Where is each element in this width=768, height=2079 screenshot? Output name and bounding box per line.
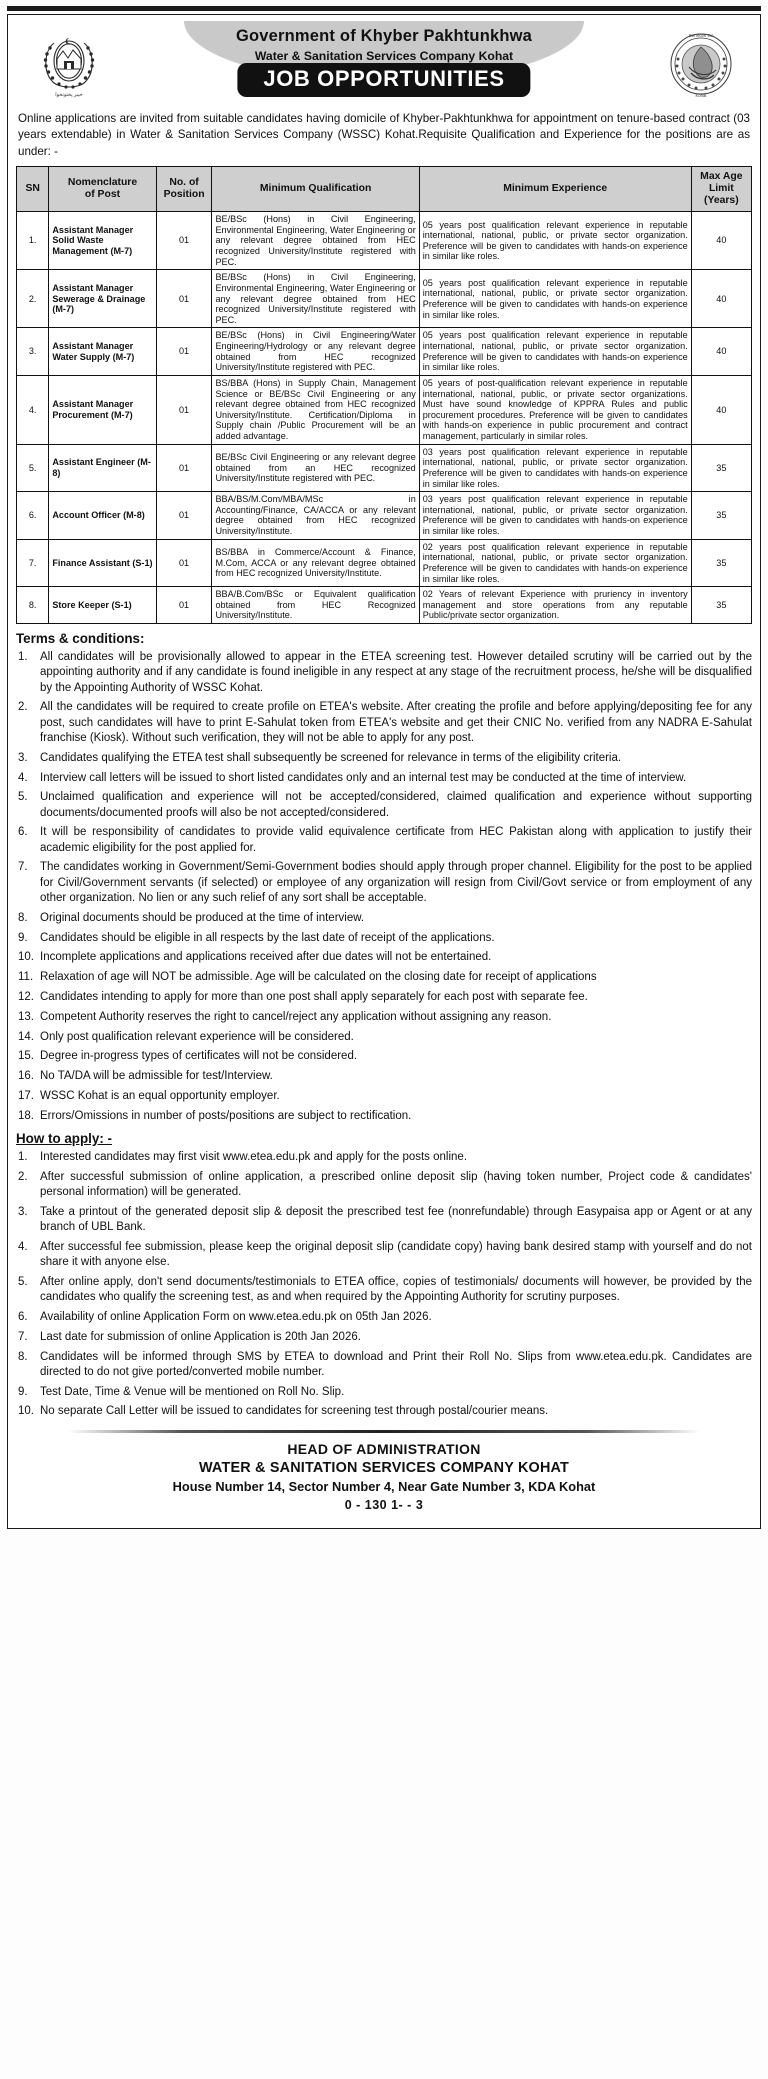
job-opportunities-banner: JOB OPPORTUNITIES	[237, 63, 530, 97]
cell-post-title: Assistant Engineer (M-8)	[49, 444, 156, 492]
cell-sn: 1.	[17, 212, 49, 270]
list-item: It will be responsibility of candidates to provide valid equivalence certificate from HEC Pakistan along with application to justify their academic eligibility for the post applied for.	[40, 826, 752, 854]
list-item: Unclaimed qualification and experience will not be accepted/considered, claimed qualification and experience without supporting documents/documented proofs will also be not accepted/considered.	[40, 791, 752, 819]
footer-block	[16, 1441, 752, 1518]
list-item: Take a printout of the generated deposit slip & deposit the prescribed test fee (nonrefundable) through Easypaisa app or Agent or at any branch of UBL Bank.	[40, 1205, 752, 1234]
cell-positions: 01	[156, 328, 212, 376]
cell-post-title: Assistant Manager Sewerage & Drainage (M-7)	[49, 270, 156, 328]
list-item: Candidates should be eligible in all respects by the last date of receipt of the applications.	[40, 931, 495, 944]
footer-company-name: WATER & SANITATION SERVICES COMPANY KOHAT	[198, 1459, 570, 1476]
list-item: Interested candidates may first visit www.etea.edu.pk and apply for the posts online.	[40, 1150, 468, 1163]
list-item: Competent Authority reserves the right to cancel/reject any application without assigning any reason.	[40, 1010, 552, 1023]
list-item: Test Date, Time & Venue will be mentioned on Roll No. Slip.	[40, 1385, 345, 1398]
footer-head-of-administration: HEAD OF ADMINISTRATION	[287, 1440, 481, 1457]
cell-experience: 03 years post qualification relevant experience in reputable international, national, public, or private sector organization. Preference will be given to candidates with hands-on experience in similar like roles.	[419, 444, 691, 492]
cell-experience: 05 years of post-qualification relevant experience in reputable international, national, public, or private sector organizations. Must have sound knowledge of KPPRA Rules and public procurement procedures. Preference will be given to candidates with hands-on experience in public procurement and contract management, particularly in similar roles.	[419, 375, 691, 444]
cell-sn: 7.	[17, 539, 49, 587]
column-header-qualification: Minimum Qualification	[212, 167, 419, 212]
cell-positions: 01	[156, 375, 212, 444]
cell-qualification: BE/BSc (Hons) in Civil Engineering/Water Engineering/Hydrology or any relevant degree obtained from HEC recognized University/Institute registered with PEC.	[212, 328, 419, 376]
cell-sn: 4.	[17, 375, 49, 444]
list-item: Only post qualification relevant experience will be considered.	[40, 1030, 354, 1043]
column-header-nomenclature: Nomenclature of Post	[49, 167, 156, 212]
footer-reference-number: 0 - 130 1- - 3	[344, 1497, 424, 1512]
column-header-sn: SN	[17, 167, 49, 212]
cell-positions: 01	[156, 492, 212, 540]
list-item: Errors/Omissions in number of posts/positions are subject to rectification.	[40, 1109, 412, 1122]
government-title: Government of Khyber Pakhtunkhwa	[235, 27, 533, 45]
cell-positions: 01	[156, 587, 212, 624]
list-item: No TA/DA will be admissible for test/Interview.	[40, 1070, 273, 1083]
column-header-positions: No. of Position	[156, 167, 212, 212]
cell-positions: 01	[156, 212, 212, 270]
cell-experience: 03 years post qualification relevant experience in reputable international, national, public, or private sector organization. Preference will be given to candidates with hands-on experience in similar like roles.	[419, 492, 691, 540]
cell-experience: 05 years post qualification relevant experience in reputable international, national, public, or private sector organization. Preference will be given to candidates with hands-on experience in similar like roles.	[419, 328, 691, 376]
khyber-pakhtunkhwa-government-crest-icon	[34, 29, 102, 97]
cell-qualification: BE/BSc (Hons) in Civil Engineering, Environmental Engineering, Water Engineering or any relevant degree obtained from HEC recognized University/Institute registered with PEC.	[212, 270, 419, 328]
cell-experience: 02 Years of relevant Experience with pruriency in inventory management and store operations from any reputable Public/private sector organization.	[419, 587, 691, 624]
table-header-row	[17, 167, 752, 212]
list-item: Relaxation of age will NOT be admissible. Age will be calculated on the closing date for receipt of applications	[40, 971, 597, 984]
how-to-apply-list	[16, 1150, 752, 1420]
terms-list	[16, 650, 752, 1124]
list-item: Interview call letters will be issued to short listed candidates only and an internal test may be conducted at the time of interview.	[40, 771, 687, 784]
cell-sn: 5.	[17, 444, 49, 492]
list-item: WSSC Kohat is an equal opportunity employer.	[40, 1089, 280, 1102]
list-item: No separate Call Letter will be issued to candidates for screening test through postal/courier means.	[40, 1405, 549, 1418]
cell-positions: 01	[156, 539, 212, 587]
list-item: Candidates intending to apply for more than one post shall apply separately for each post with separate fee.	[40, 990, 588, 1003]
list-item: After successful fee submission, please keep the original deposit slip (candidate copy) having bank desired stamp with yourself and do not share it with anyone else.	[40, 1240, 752, 1269]
list-item: Original documents should be produced at the time of interview.	[40, 911, 365, 924]
cell-max-age: 35	[691, 539, 751, 587]
cell-max-age: 35	[691, 444, 751, 492]
cell-qualification: BBA/BS/M.Com/MBA/MSc in Accounting/Finance, CA/ACCA or any relevant degree obtained from HEC recognized University/Institute.	[212, 492, 419, 540]
cell-sn: 8.	[17, 587, 49, 624]
cell-max-age: 40	[691, 270, 751, 328]
cell-max-age: 40	[691, 375, 751, 444]
cell-positions: 01	[156, 444, 212, 492]
column-header-max-age: Max Age Limit (Years)	[691, 167, 751, 212]
cell-max-age: 35	[691, 492, 751, 540]
svg-text:خیبر پختونخوا: خیبر پختونخوا	[55, 93, 83, 98]
cell-max-age: 40	[691, 328, 751, 376]
table-row	[17, 375, 752, 444]
company-subtitle: Water & Sanitation Services Company Kohat	[254, 48, 514, 63]
table-row	[17, 539, 752, 587]
positions-table	[16, 166, 752, 624]
table-row	[17, 212, 752, 270]
list-item: All candidates will be provisionally allowed to appear in the ETEA screening test. However detailed scrutiny will be carried out by the appointing authority and if any candidate is found ineligible in any respect at any stage of the recruitment process, he/she will be disqualified by the Appointing Authority of WSSC Kohat.	[40, 651, 752, 694]
svg-text:Services Co: Services Co	[688, 33, 714, 38]
cell-experience: 02 years post qualification relevant experience in reputable international, national, public, or private sector organization. Preference will be given to candidates with hands-on experience in similar like roles.	[419, 539, 691, 587]
svg-text:Kohat: Kohat	[695, 93, 707, 98]
table-row	[17, 444, 752, 492]
cell-max-age: 40	[691, 212, 751, 270]
cell-post-title: Store Keeper (S-1)	[49, 587, 156, 624]
list-item: Last date for submission of online Application is 20th Jan 2026.	[40, 1330, 361, 1343]
cell-max-age: 35	[691, 587, 751, 624]
footer-divider	[68, 1430, 700, 1433]
positions-table-body	[17, 212, 752, 624]
cell-post-title: Assistant Manager Water Supply (M-7)	[49, 328, 156, 376]
cell-experience: 05 years post qualification relevant experience in reputable international, national, public, or private sector organization. Preference will be given to candidates with hands-on experience in similar like roles.	[419, 270, 691, 328]
page-border	[7, 14, 761, 1529]
column-header-experience: Minimum Experience	[419, 167, 691, 212]
list-item: Incomplete applications and applications received after due dates will not be entertained.	[40, 951, 492, 964]
list-item: All the candidates will be required to create profile on ETEA's website. After creating the profile and before applying/depositing fee for any post, such candidates will have to print E-Sahulat token from ETEA's website and get their CNIC No. verified from any NADRA E-Sahulat franchise (Kiosk). Without such verification, they will not be able to apply for any post.	[40, 701, 752, 744]
list-item: Degree in-progress types of certificates will not be considered.	[40, 1050, 358, 1063]
cell-experience: 05 years post qualification relevant experience in reputable international, national, public, or private sector organization. Preference will be given to candidates with hands-on experience in similar like roles.	[419, 212, 691, 270]
list-item: Availability of online Application Form on www.etea.edu.pk on 05th Jan 2026.	[40, 1310, 432, 1323]
list-item: After successful submission of online application, a prescribed online deposit slip (having token number, Project code & candidates' personal information) will be generated.	[40, 1170, 752, 1198]
cell-sn: 3.	[17, 328, 49, 376]
cell-qualification: BS/BBA (Hons) in Supply Chain, Management Science or BE/BSc Civil Engineering or any relevant degree obtained from HEC recognized University/Institute. Certification/Diploma in Supply chain /Public Procurement will be an added advantage.	[212, 375, 419, 444]
list-item: The candidates working in Government/Semi-Government bodies should apply through proper channel. Eligibility for the post to be applied for Civil/Government servants (if selected) or employee of any organization will resign from Civil/Govt service or from employment of any other organization. No lien or any such relief of any sort shall be acceptable.	[40, 861, 752, 905]
masthead-titles	[174, 21, 594, 63]
cell-post-title: Finance Assistant (S-1)	[49, 539, 156, 587]
intro-paragraph: Online applications are invited from suitable candidates having domicile of Khyber-Pakhtunkhwa for appointment on tenure-based contract (03 years extendable) in Water & Sanitation Services Company (WSSC) Kohat.Requisite Qualification and Experience for the positions are as under: -	[18, 112, 750, 158]
cell-positions: 01	[156, 270, 212, 328]
cell-qualification: BE/BSc (Hons) in Civil Engineering, Environmental Engineering, Water Engineering or any relevant degree obtained from HEC recognized University/Institute registered with PEC.	[212, 212, 419, 270]
cell-qualification: BE/BSc Civil Engineering or any relevant degree obtained from an HEC recognized University/Institute registered with PEC.	[212, 444, 419, 492]
masthead	[16, 21, 752, 101]
cell-post-title: Assistant Manager Solid Waste Management (M-7)	[49, 212, 156, 270]
list-item: Candidates qualifying the ETEA test shall subsequently be screened for relevance in terms of the eligibility criteria.	[40, 751, 622, 764]
top-rule	[7, 6, 761, 11]
footer-address: House Number 14, Sector Number 4, Near Gate Number 3, KDA Kohat	[172, 1478, 596, 1494]
table-row	[17, 270, 752, 328]
list-item: After online apply, don't send documents/testimonials to ETEA office, copies of testimonials/ documents will however, be provided by the candidates who qualify the screening test, as and when required by the Appointing Authority for scrutiny purposes.	[40, 1275, 752, 1304]
cell-post-title: Assistant Manager Procurement (M-7)	[49, 375, 156, 444]
table-row	[17, 587, 752, 624]
cell-qualification: BBA/B.Com/BSc or Equivalent qualification obtained from HEC Recognized University/Institute.	[212, 587, 419, 624]
cell-sn: 2.	[17, 270, 49, 328]
terms-heading: Terms & conditions:	[16, 631, 145, 647]
cell-sn: 6.	[17, 492, 49, 540]
wssc-kohat-logo-icon	[666, 29, 734, 97]
cell-post-title: Account Officer (M-8)	[49, 492, 156, 540]
how-to-apply-heading: How to apply: -	[16, 1130, 112, 1146]
list-item: Candidates will be informed through SMS by ETEA to download and Print their Roll No. Slips from www.etea.edu.pk. Candidates are directed to do not give ported/converted mobile number.	[40, 1350, 752, 1378]
table-row	[17, 492, 752, 540]
cell-qualification: BS/BBA in Commerce/Account & Finance, M.Com, ACCA or any relevant degree obtained from HEC recognized University/Institute.	[212, 539, 419, 587]
table-row	[17, 328, 752, 376]
